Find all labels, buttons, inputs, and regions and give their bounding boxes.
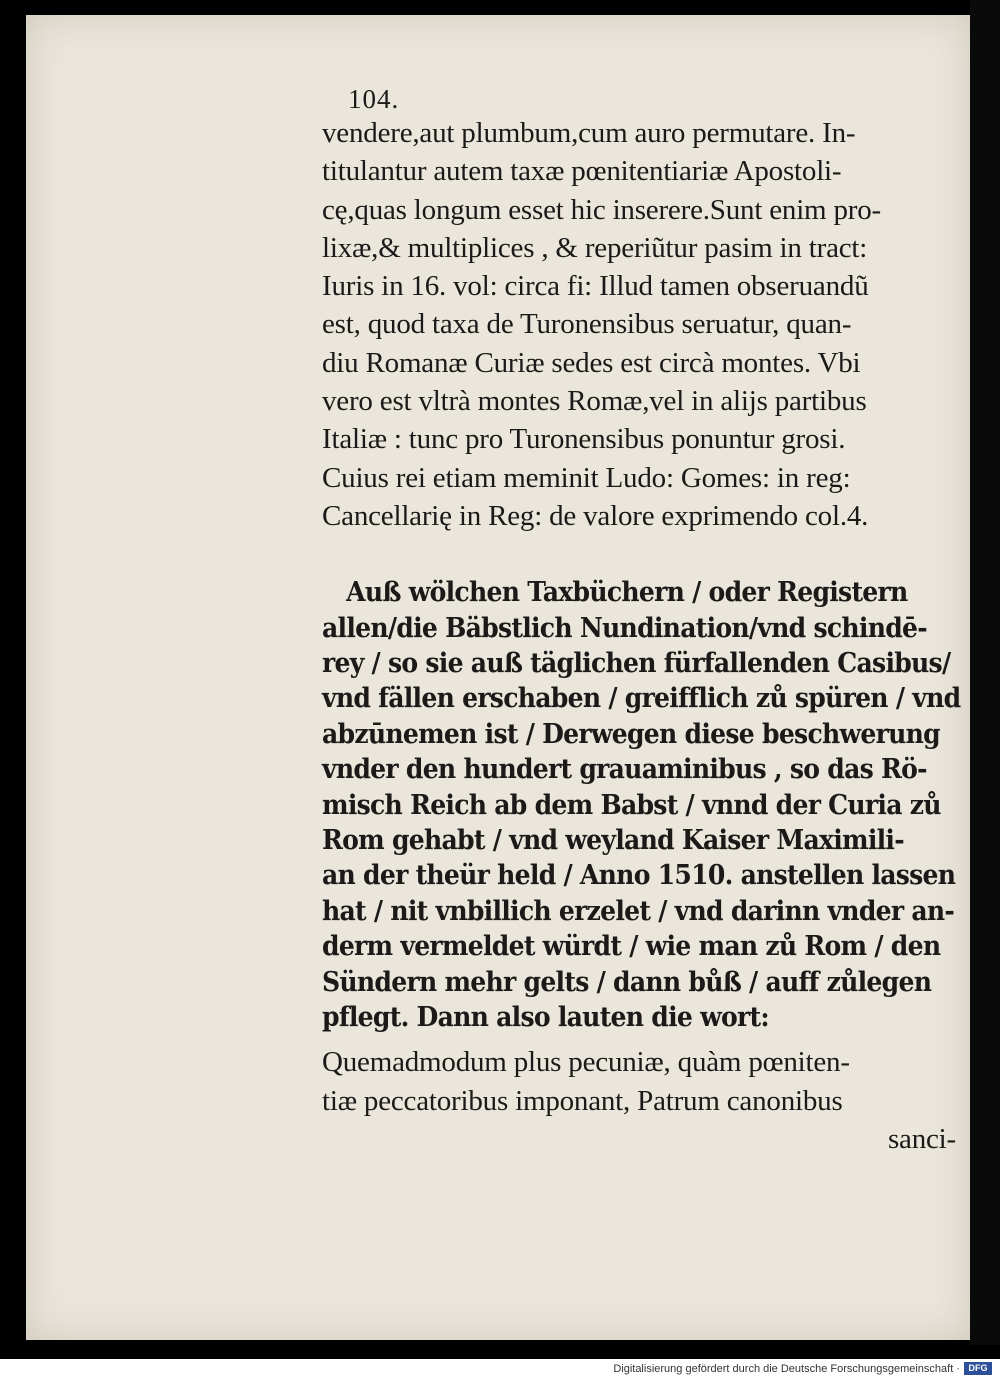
text-block bbox=[322, 84, 972, 1158]
text-line: abzūnemen ist / Derwegen diese beschwerung bbox=[322, 718, 940, 750]
book-edge bbox=[970, 0, 1000, 1345]
text-line: Iuris in 16. vol: circa fi: Illud tamen obseruandũ bbox=[322, 270, 869, 303]
closing-latin-paragraph bbox=[322, 1043, 972, 1158]
text-line: derm vermeldet würdt / wie man zů Rom / den bbox=[322, 931, 941, 963]
text-line: Cancellarię in Reg: de valore exprimendo col.4. bbox=[322, 499, 869, 532]
text-line: Italiæ : tunc pro Turonensibus ponuntur grosi. bbox=[322, 423, 846, 456]
text-line: vnd fällen erschaben / greifflich zů spüren / vnd bbox=[322, 683, 961, 715]
text-line: vero est vltrà montes Romæ,vel in alijs partibus bbox=[322, 385, 867, 418]
text-line: Auß wölchen Taxbüchern / oder Registern bbox=[346, 577, 908, 609]
text-line: rey / so sie auß täglichen fürfallenden Casibus/ bbox=[322, 648, 951, 680]
latin-paragraph bbox=[322, 114, 972, 535]
text-line: Quemadmodum plus pecuniæ, quàm pœniten- bbox=[322, 1046, 850, 1079]
text-line: diu Romanæ Curiæ sedes est circà montes. Vbi bbox=[322, 346, 861, 379]
text-line: Cuius rei etiam meminit Ludo: Gomes: in reg: bbox=[322, 461, 851, 494]
text-line: vnder den hundert grauaminibus , so das Rö- bbox=[322, 754, 927, 786]
text-line: titulantur autem taxæ pœnitentiariæ Apostoli- bbox=[322, 155, 842, 188]
text-line: est, quod taxa de Turonensibus seruatur, quan- bbox=[322, 308, 852, 341]
text-line: tiæ peccatoribus imponant, Patrum canonibus bbox=[322, 1084, 843, 1117]
text-line: hat / nit vnbillich erzelet / vnd darinn vnder an- bbox=[322, 895, 955, 927]
german-paragraph bbox=[322, 575, 972, 1035]
text-line: lixæ,& multiplices , & reperiũtur pasim in tract: bbox=[322, 231, 868, 264]
text-line: an der theür held / Anno 1510. anstellen lassen bbox=[322, 860, 956, 892]
page-number: 104. bbox=[348, 84, 400, 114]
text-line: cę,quas longum esset hic inserere.Sunt enim pro- bbox=[322, 193, 881, 226]
text-line: pflegt. Dann also lauten die wort: bbox=[322, 1001, 769, 1033]
text-line: Rom gehabt / vnd weyland Kaiser Maximili- bbox=[322, 825, 904, 856]
text-line: misch Reich ab dem Babst / vnnd der Curia zů bbox=[322, 789, 941, 821]
dfg-logo-icon: DFG bbox=[964, 1362, 992, 1375]
catchword: sanci- bbox=[887, 1122, 956, 1155]
text-line: vendere,aut plumbum,cum auro permutare. In- bbox=[322, 117, 856, 149]
footer-bar bbox=[0, 1359, 1000, 1379]
text-line: Sündern mehr gelts / dann bůß / auff zůlegen bbox=[322, 966, 932, 998]
text-line: allen/die Bäbstlich Nundination/vnd schindē- bbox=[322, 612, 927, 644]
footer-credit: Digitalisierung gefördert durch die Deutsche Forschungsgemeinschaft · bbox=[613, 1363, 960, 1375]
